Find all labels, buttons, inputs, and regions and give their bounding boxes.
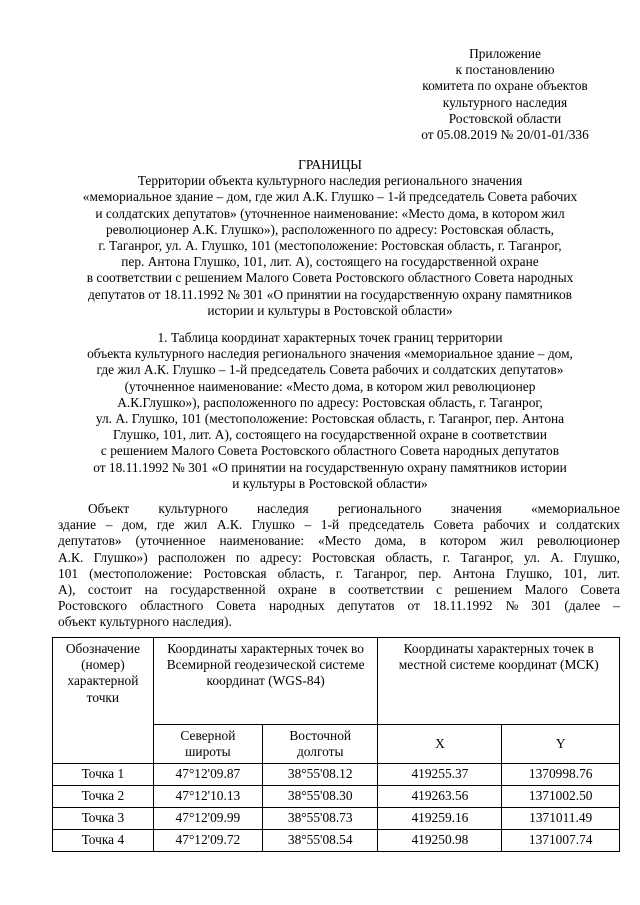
cell-north: 47°12'09.87: [153, 764, 262, 786]
title-line: депутатов от 18.11.1992 № 301 «О принятии на государственную охрану памятников: [87, 286, 572, 302]
document-heading: ГРАНИЦЫ: [298, 157, 362, 172]
paragraph-line: А.К. Глушко») расположен по адресу: Ростовская область, г. Таганрог, ул. А. Глушко,: [58, 549, 620, 565]
table-row: [53, 786, 620, 808]
paragraph-line: 101 (местоположение: Ростовская область, г. Таганрог, пер. Антона Глушко, 101, лит.: [58, 565, 620, 581]
section-line: объекта культурного наследия регионального значения «мемориальное здание – дом,: [87, 346, 573, 362]
cell-point: Точка 2: [53, 786, 154, 808]
cell-east: 38°55'08.73: [262, 808, 378, 830]
header-designation: Обозначение (номер) характерной точки: [53, 638, 154, 764]
paragraph-line: Объект культурного наследия регионального значения «мемориальное: [88, 501, 620, 516]
cell-x: 419259.16: [378, 808, 502, 830]
appendix-line: Приложение: [469, 46, 541, 61]
cell-east: 38°55'08.12: [262, 764, 378, 786]
title-line: истории и культуры в Ростовской области»: [207, 302, 453, 318]
appendix-line: к постановлению: [455, 62, 555, 78]
cell-y: 1370998.76: [502, 764, 620, 786]
section-line: где жил А.К. Глушко – 1-й председатель Совета рабочих и солдатских депутатов»: [96, 362, 564, 378]
cell-east: 38°55'08.54: [262, 830, 378, 852]
cell-y: 1371011.49: [502, 808, 620, 830]
paragraph-line: объект культурного наследия).: [58, 614, 232, 630]
paragraph-line: А), состоит на государственной охране в соответствии с решением Малого Совета: [58, 582, 620, 598]
table-row: [53, 808, 620, 830]
cell-x: 419250.98: [378, 830, 502, 852]
cell-east: 38°55'08.30: [262, 786, 378, 808]
cell-y: 1371002.50: [502, 786, 620, 808]
cell-x: 419263.56: [378, 786, 502, 808]
header-x: X: [378, 725, 502, 764]
section-line: от 18.11.1992 № 301 «О принятии на государственную охрану памятников истории: [93, 459, 567, 475]
section-line: А.К.Глушко»), расположенного по адресу: Ростовская область, г. Таганрог,: [117, 394, 543, 410]
coordinates-table: [52, 637, 620, 852]
table-row: [53, 764, 620, 786]
title-line: в соответствии с решением Малого Совета Ростовского областного Совета народных: [86, 270, 574, 286]
cell-north: 47°12'10.13: [153, 786, 262, 808]
header-north: Северной широты: [153, 725, 262, 764]
cell-point: Точка 3: [53, 808, 154, 830]
appendix-line: комитета по охране объектов: [422, 78, 588, 94]
section-line: 1. Таблица координат характерных точек границ территории: [157, 330, 503, 345]
title-line: Территории объекта культурного наследия регионального значения: [137, 173, 523, 189]
section-line: ул. А. Глушко, 101 (местоположение: Ростовская область, г. Таганрог, пер. Антона: [95, 411, 565, 427]
cell-north: 47°12'09.72: [153, 830, 262, 852]
paragraph-line: Ростовского областного Совета народных депутатов от 18.11.1992 № 301 (далее –: [58, 598, 620, 614]
header-y: Y: [502, 725, 620, 764]
title-line: революционер А.К. Глушко»), расположенного по адресу: Ростовская область,: [106, 221, 554, 237]
section-line: с решением Малого Совета Ростовского областного Совета народных депутатов: [100, 443, 560, 459]
cell-point: Точка 1: [53, 764, 154, 786]
appendix-line: культурного наследия: [442, 94, 568, 110]
header-wgs: Координаты характерных точек во Всемирной геодезической системе координат (WGS-84): [153, 638, 378, 725]
title-line: и солдатских депутатов» (уточненное наименование: «Место дома, в котором жил: [95, 205, 565, 221]
section-line: Глушко, 101, лит. А), состоящего на государственной охране в соответствии: [112, 427, 547, 443]
section-line: (уточненное наименование: «Место дома, в котором жил революционер: [124, 378, 536, 394]
title-line: пер. Антона Глушко, 101, лит. А), состоящего на государственной охране: [121, 254, 539, 270]
table-row: [53, 830, 620, 852]
appendix-line: Ростовской области: [448, 110, 562, 126]
title-line: «мемориальное здание – дом, где жил А.К. Глушко – 1-й председатель Совета рабочих: [82, 189, 578, 205]
cell-north: 47°12'09.99: [153, 808, 262, 830]
header-east: Восточной долготы: [262, 725, 378, 764]
title-block: [40, 157, 620, 319]
paragraph-line: здание – дом, где жил А.К. Глушко – 1-й председатель Совета рабочих и солдатских: [58, 517, 620, 533]
appendix-line: от 05.08.2019 № 20/01-01/336: [421, 127, 589, 143]
appendix-block: [390, 46, 620, 143]
paragraph-line: депутатов» (уточненное наименование: «Место дома, в котором жил революционер: [58, 533, 620, 549]
section-heading: [40, 330, 620, 492]
cell-point: Точка 4: [53, 830, 154, 852]
section-line: и культуры в Ростовской области»: [232, 475, 428, 491]
title-line: г. Таганрог, ул. А. Глушко, 101 (местоположение: Ростовская область, г. Таганрог,: [98, 238, 562, 254]
cell-y: 1371007.74: [502, 830, 620, 852]
header-msk: Координаты характерных точек в местной системе координат (МСК): [378, 638, 620, 725]
cell-x: 419255.37: [378, 764, 502, 786]
body-paragraph: [58, 501, 620, 631]
